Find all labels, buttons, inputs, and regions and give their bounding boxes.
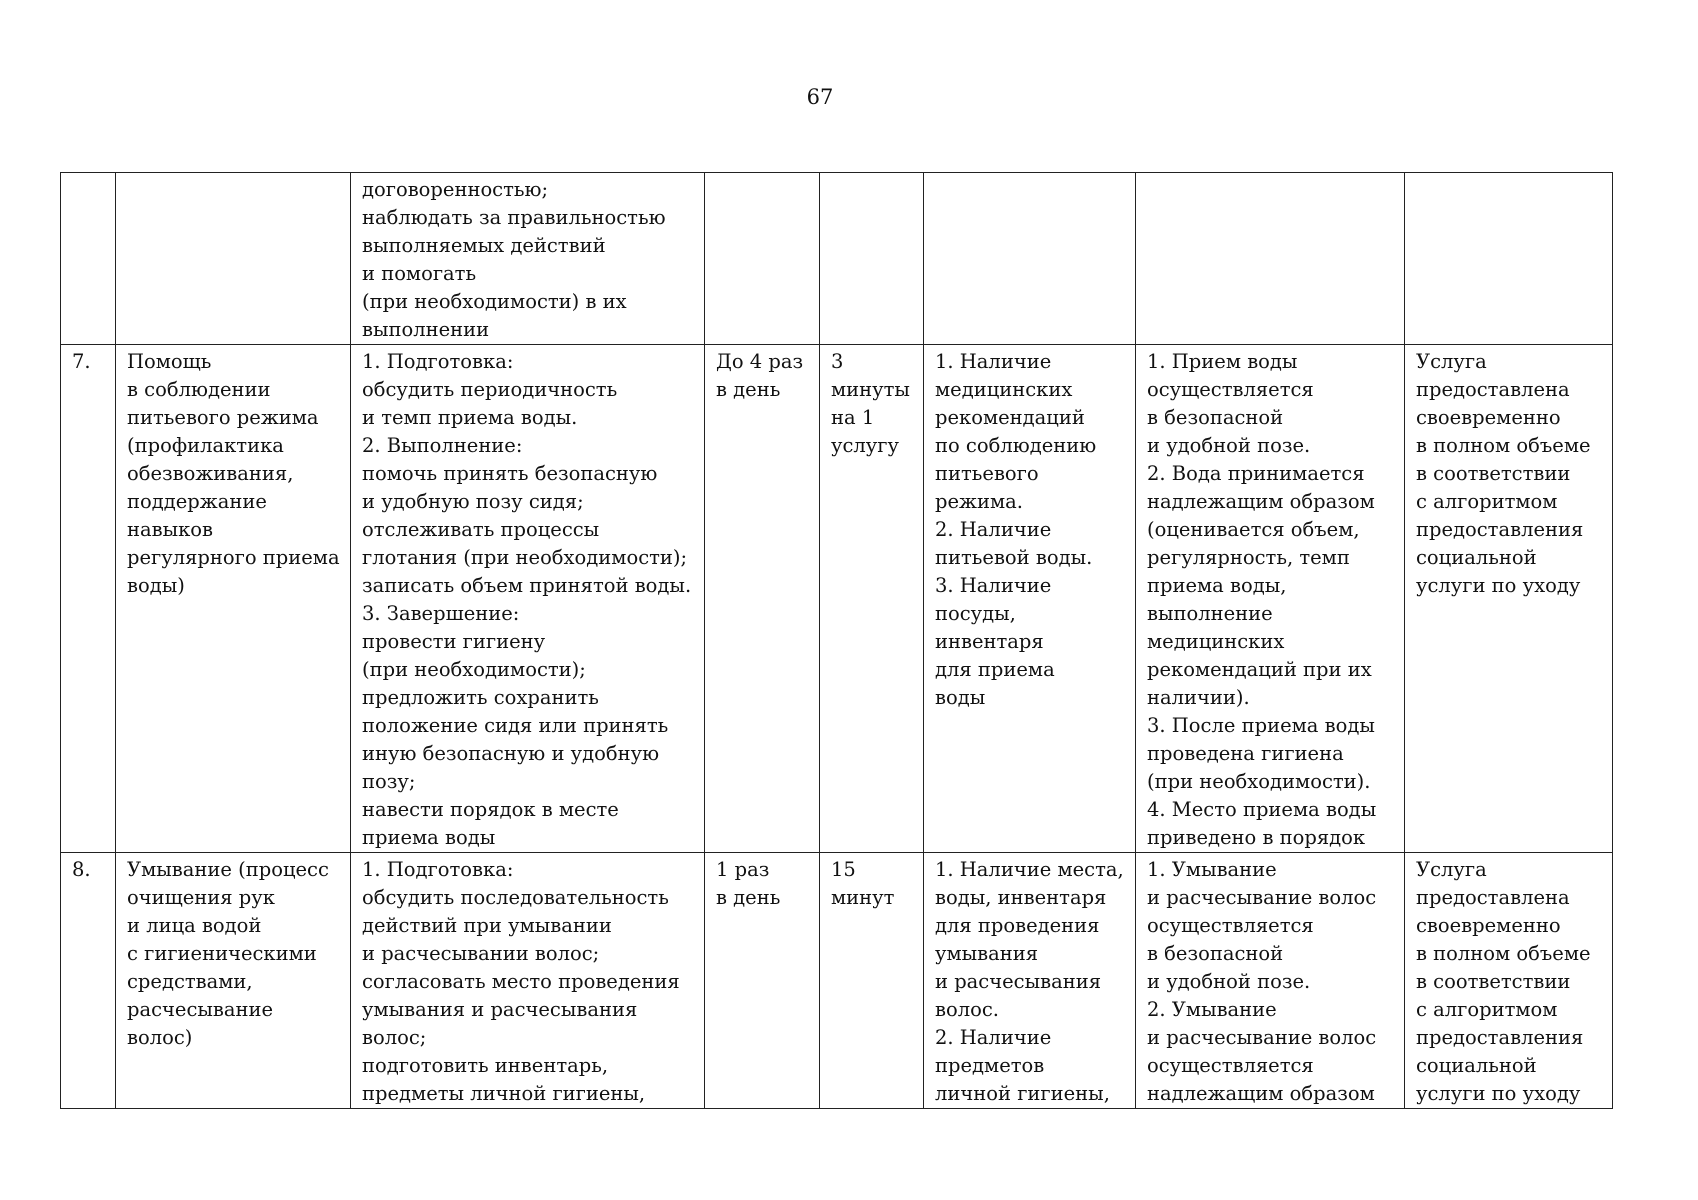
quality-criteria-cell <box>1136 853 1405 1109</box>
cell-text-line: в полном объеме <box>1416 434 1591 457</box>
cell-text-line: 2. Наличие <box>935 1026 1052 1049</box>
cell-text-line: предметы личной гигиены, <box>362 1082 646 1105</box>
service-name-cell <box>116 173 351 345</box>
cell-text-line: услуги по уходу <box>1416 574 1581 597</box>
cell-text-line: и лица водой <box>127 914 262 937</box>
cell-text-line: записать объем принятой воды. <box>362 574 692 597</box>
cell-text-line: предоставления <box>1416 1026 1584 1049</box>
cell-text-line: выполнение <box>1147 602 1273 625</box>
cell-text-line: Умывание (процесс <box>127 858 329 881</box>
result-cell <box>1405 345 1613 853</box>
cell-text-line: волос; <box>362 1026 427 1049</box>
cell-text-line: 3 <box>831 350 844 373</box>
cell-text-line: и расчесывание волос <box>1147 1026 1377 1049</box>
cell-text-line: (при необходимости). <box>1147 770 1371 793</box>
cell-text-line: питьевого <box>935 462 1039 485</box>
quality-criteria-cell <box>1136 345 1405 853</box>
result-cell <box>1405 853 1613 1109</box>
cell-text-line: действий при умывании <box>362 914 612 937</box>
cell-text-line: наблюдать за правильностью <box>362 206 666 229</box>
table-row <box>61 345 1613 853</box>
cell-text-line: предоставлена <box>1416 378 1570 401</box>
cell-text-line: своевременно <box>1416 406 1561 429</box>
cell-text-line: позу; <box>362 770 416 793</box>
cell-text-line: по соблюдению <box>935 434 1097 457</box>
result-cell <box>1405 173 1613 345</box>
cell-text-line: 1. Подготовка: <box>362 858 514 881</box>
cell-text-line: регулярность, темп <box>1147 546 1350 569</box>
cell-text-line: с алгоритмом <box>1416 998 1558 1021</box>
cell-text-line: в полном объеме <box>1416 942 1591 965</box>
cell-text-line: подготовить инвентарь, <box>362 1054 609 1077</box>
procedure-cell <box>351 173 705 345</box>
cell-text-line: Услуга <box>1416 350 1487 373</box>
cell-text-line: умывания <box>935 942 1039 965</box>
cell-text-line: питьевого режима <box>127 406 319 429</box>
service-number-cell <box>61 853 116 1109</box>
cell-text-line: на 1 <box>831 406 875 429</box>
procedure-cell <box>351 345 705 853</box>
cell-text-line: иную безопасную и удобную <box>362 742 660 765</box>
cell-text-line: Помощь <box>127 350 212 373</box>
table-row <box>61 853 1613 1109</box>
duration-cell <box>820 173 924 345</box>
cell-text-line: надлежащим образом <box>1147 1082 1375 1105</box>
cell-text-line: поддержание <box>127 490 267 513</box>
cell-text-line: 2. Умывание <box>1147 998 1277 1021</box>
cell-text-line: режима. <box>935 490 1023 513</box>
cell-text-line: средствами, <box>127 970 253 993</box>
cell-text-line: рекомендаций при их <box>1147 658 1372 681</box>
cell-text-line: регулярного приема <box>127 546 340 569</box>
cell-text-line: воды <box>935 686 986 709</box>
cell-text-line: 1. Наличие места, <box>935 858 1124 881</box>
cell-text-line: выполнении <box>362 318 490 341</box>
cell-text-line: и расчесывания <box>935 970 1101 993</box>
cell-text-line: 1. Подготовка: <box>362 350 514 373</box>
cell-text-line: согласовать место проведения <box>362 970 680 993</box>
cell-text-line: приема воды, <box>1147 574 1287 597</box>
procedure-cell <box>351 853 705 1109</box>
cell-text-line: услугу <box>831 434 899 457</box>
conditions-cell <box>924 173 1136 345</box>
cell-text-line: навести порядок в месте <box>362 798 619 821</box>
cell-text-line: осуществляется <box>1147 914 1314 937</box>
cell-text-line: с алгоритмом <box>1416 490 1558 513</box>
cell-text-line: 1. Наличие <box>935 350 1052 373</box>
cell-text-line: Услуга <box>1416 858 1487 881</box>
cell-text-line: в день <box>716 886 781 909</box>
cell-text-line: 4. Место приема воды <box>1147 798 1377 821</box>
cell-text-line: 1. Умывание <box>1147 858 1277 881</box>
cell-text-line: для проведения <box>935 914 1100 937</box>
cell-text-line: выполняемых действий <box>362 234 606 257</box>
cell-text-line: 2. Вода принимается <box>1147 462 1365 485</box>
cell-text-line: для приема <box>935 658 1055 681</box>
cell-text-line: (при необходимости); <box>362 658 586 681</box>
cell-text-line: минут <box>831 886 895 909</box>
conditions-cell <box>924 345 1136 853</box>
conditions-cell <box>924 853 1136 1109</box>
cell-text-line: (оценивается объем, <box>1147 518 1360 541</box>
cell-text-line: надлежащим образом <box>1147 490 1375 513</box>
cell-text-line: 15 <box>831 858 856 881</box>
cell-text-line: и расчесывании волос; <box>362 942 600 965</box>
cell-text-line: инвентаря <box>935 630 1044 653</box>
cell-text-line: 1 раз <box>716 858 770 881</box>
cell-text-line: медицинских <box>935 378 1073 401</box>
cell-text-line: предметов <box>935 1054 1045 1077</box>
cell-text-line: в соответствии <box>1416 462 1571 485</box>
cell-text-line: социальной <box>1416 546 1537 569</box>
cell-text-line: в соблюдении <box>127 378 271 401</box>
cell-text-line: воды, инвентаря <box>935 886 1107 909</box>
cell-text-line: умывания и расчесывания <box>362 998 638 1021</box>
cell-text-line: положение сидя или принять <box>362 714 669 737</box>
cell-text-line: социальной <box>1416 1054 1537 1077</box>
cell-text-line: личной гигиены, <box>935 1082 1110 1105</box>
duration-cell <box>820 853 924 1109</box>
cell-text-line: 3. Завершение: <box>362 602 520 625</box>
service-name-cell <box>116 853 351 1109</box>
cell-text-line: (при необходимости) в их <box>362 290 627 313</box>
cell-text-line: (профилактика <box>127 434 284 457</box>
cell-text-line: 2. Выполнение: <box>362 434 523 457</box>
quality-criteria-cell <box>1136 173 1405 345</box>
cell-text-line: 3. После приема воды <box>1147 714 1375 737</box>
cell-text-line: проведена гигиена <box>1147 742 1344 765</box>
cell-text-line: и помогать <box>362 262 477 285</box>
cell-text-line: и удобной позе. <box>1147 434 1311 457</box>
cell-text-line: осуществляется <box>1147 1054 1314 1077</box>
cell-text-line: медицинских <box>1147 630 1285 653</box>
cell-text-line: предоставления <box>1416 518 1584 541</box>
cell-text-line: 3. Наличие <box>935 574 1052 597</box>
cell-text-line: и удобную позу сидя; <box>362 490 584 513</box>
cell-text-line: осуществляется <box>1147 378 1314 401</box>
cell-text-line: в день <box>716 378 781 401</box>
cell-text-line: договоренностью; <box>362 178 549 201</box>
cell-text-line: приведено в порядок <box>1147 826 1366 849</box>
cell-text-line: расчесывание <box>127 998 274 1021</box>
table-row <box>61 173 1613 345</box>
cell-text-line: навыков <box>127 518 214 541</box>
services-table <box>60 172 1613 1109</box>
cell-text-line: воды) <box>127 574 185 597</box>
cell-text-line: провести гигиену <box>362 630 546 653</box>
cell-text-line: очищения рук <box>127 886 275 909</box>
cell-text-line: предоставлена <box>1416 886 1570 909</box>
cell-text-line: посуды, <box>935 602 1016 625</box>
cell-text-line: услуги по уходу <box>1416 1082 1581 1105</box>
cell-text-line: глотания (при необходимости); <box>362 546 688 569</box>
cell-text-line: обсудить периодичность <box>362 378 618 401</box>
cell-text-line: и расчесывание волос <box>1147 886 1377 909</box>
cell-text-line: в соответствии <box>1416 970 1571 993</box>
cell-text-line: в безопасной <box>1147 942 1284 965</box>
service-name-cell <box>116 345 351 853</box>
page-number: 67 <box>806 85 834 109</box>
cell-text-line: своевременно <box>1416 914 1561 937</box>
cell-text-line: минуты <box>831 378 910 401</box>
cell-text-line: предложить сохранить <box>362 686 599 709</box>
duration-cell <box>820 345 924 853</box>
cell-text-line: 2. Наличие <box>935 518 1052 541</box>
cell-text-line: приема воды <box>362 826 496 849</box>
cell-text-line: волос. <box>935 998 999 1021</box>
cell-text-line: отслеживать процессы <box>362 518 600 541</box>
frequency-cell <box>705 173 820 345</box>
cell-text-line: помочь принять безопасную <box>362 462 658 485</box>
cell-text-line: 1. Прием воды <box>1147 350 1298 373</box>
cell-text-line: 7. <box>72 350 91 373</box>
service-number-cell <box>61 345 116 853</box>
cell-text-line: обсудить последовательность <box>362 886 669 909</box>
cell-text-line: и удобной позе. <box>1147 970 1311 993</box>
cell-text-line: питьевой воды. <box>935 546 1093 569</box>
cell-text-line: рекомендаций <box>935 406 1085 429</box>
cell-text-line: наличии). <box>1147 686 1250 709</box>
cell-text-line: и темп приема воды. <box>362 406 578 429</box>
cell-text-line: в безопасной <box>1147 406 1284 429</box>
cell-text-line: волос) <box>127 1026 193 1049</box>
frequency-cell <box>705 345 820 853</box>
frequency-cell <box>705 853 820 1109</box>
service-number-cell <box>61 173 116 345</box>
cell-text-line: обезвоживания, <box>127 462 294 485</box>
cell-text-line: До 4 раз <box>716 350 804 373</box>
cell-text-line: 8. <box>72 858 91 881</box>
cell-text-line: с гигиеническими <box>127 942 317 965</box>
